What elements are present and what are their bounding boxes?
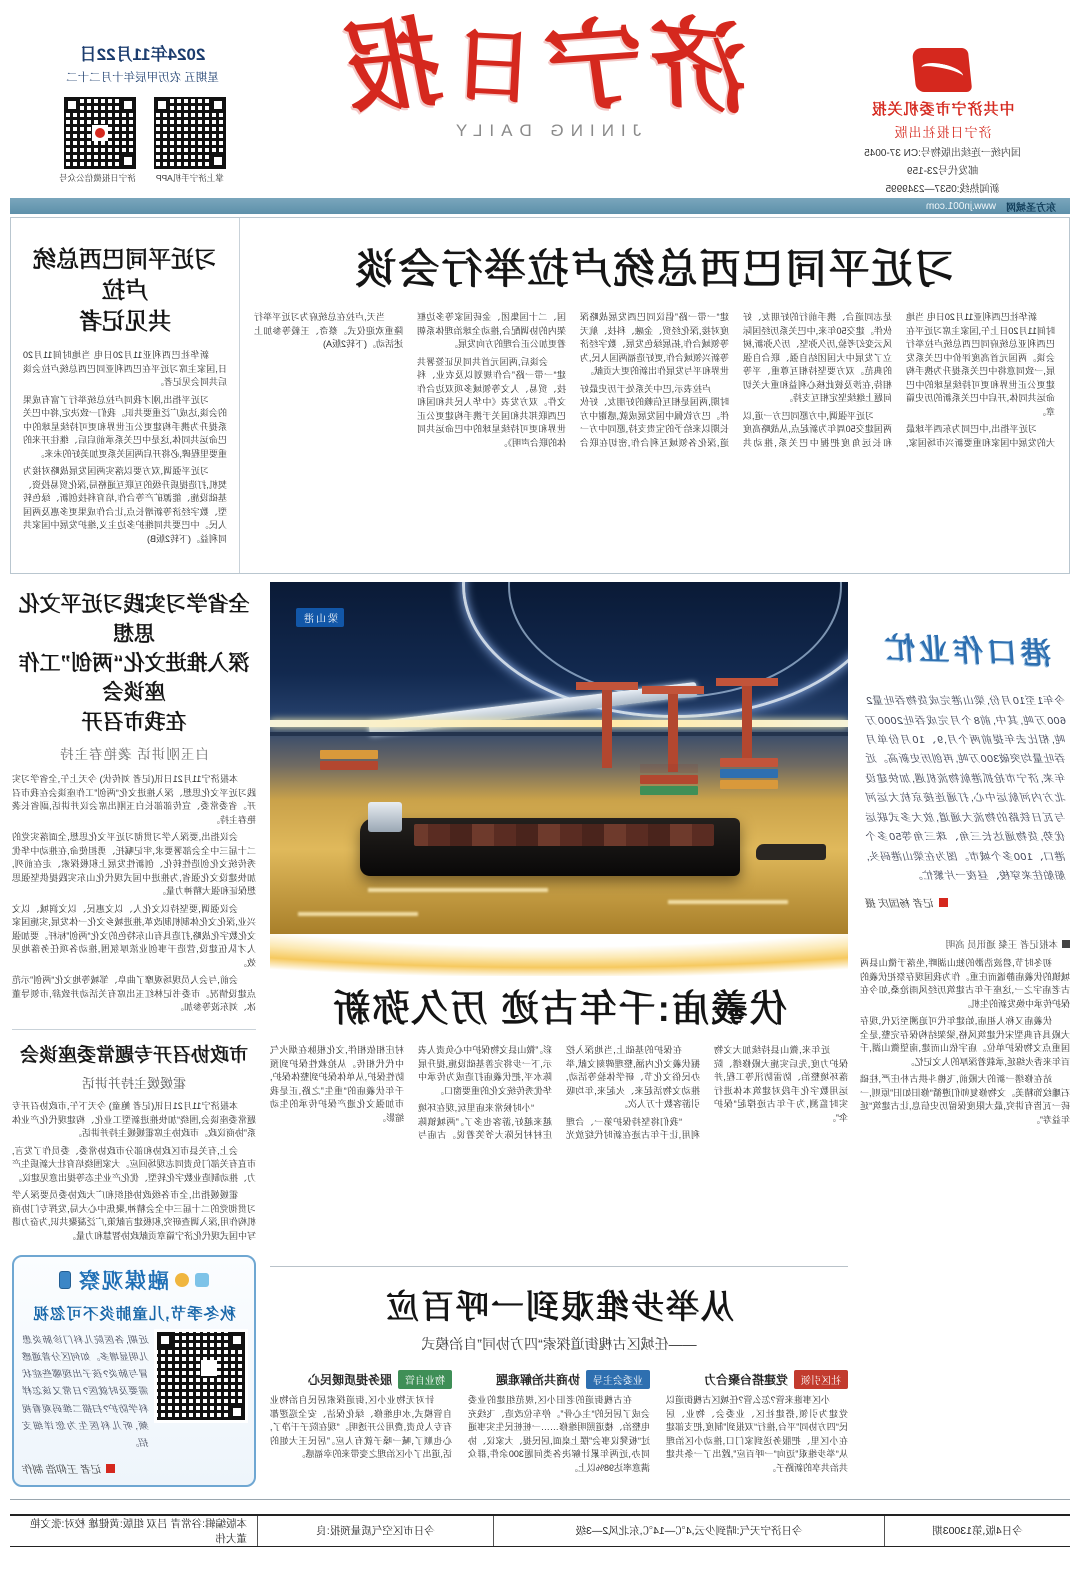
caption-title-calligraphy: 港口作业忙	[880, 631, 1053, 673]
paragraph: 卢拉表示,巴中关系处于历史最好时期,两国是相互信赖的好朋友、好伙伴。巴方钦佩中国发展成就,感谢中方长期以来给予的宝贵支持,愿同中方一道,深化各领域互利合作,密切在联合国、二十国集团、金砖国家等多边框架内的协调配合,推动全球治理体系朝着更加公正合理的方向发展。	[417, 312, 729, 448]
gantry-crane-shape	[668, 686, 678, 772]
paragraph: 霍媛媛指出,全市各级政协组织和广大政协委员要深入学习贯彻党的二十届三中全会精神,聚焦中心大局,发挥专门协商机构作用,深入调查研究,积极建言献策,广泛凝聚共识,为奋力谱写中国式现代化济宁篇章贡献政协智慧和力量。	[11, 1190, 256, 1241]
media-watch-logo	[23, 1265, 245, 1295]
publisher-hotline: 新闻热线:0537—2349995	[885, 184, 1000, 195]
port-night-photo	[270, 582, 848, 934]
water-glint-shape	[298, 912, 418, 916]
media-watch-note: 近期,各医院儿科门诊肺炎患儿明显增多。如何区分普通感冒与肺炎?孩子出现哪些症状需要及时就医?日常又该怎样科学防护?扫描二维码观看视频,听儿科医生为您详细支招。	[23, 1335, 149, 1449]
story-culture-conference	[12, 590, 256, 1014]
red-seal-icon	[939, 898, 948, 907]
footer-editors: 本版编辑:谷常青 吕双 组版:黄健雄 校对:张文艳 董大伟	[10, 1516, 258, 1546]
paragraph: 会前,与会人员现场观摩了曲阜、邹城等地文化“两创”示范点建设情况。市委书记林红玉出席有关活动并致辞,市领导董冰、刘东波等参加。	[12, 975, 256, 1013]
publisher-issn: 国内统一连续出版物号:CN 37-0045	[864, 148, 1021, 159]
paragraph: 习近平强调,双方要以落实两国发展战略对接为契机,打造提质升级的互联互通格局,深化贸易投资、基础设施、能源矿产等合作,培育科技创新、绿色转型、数字经济等新增长点,让合作成果更多惠及两国人民。中巴要共同维护多边主义,维护发展中国家共同利益。(下转2版B)	[23, 466, 227, 544]
photo-caption-box	[860, 582, 1070, 911]
bridge-deck-shape	[270, 732, 848, 736]
site-name: 东方圣城网	[1006, 202, 1056, 214]
ship-bridge-shape	[368, 802, 402, 832]
paragraph: 初冬时节,碧波浩渺的独山湖畔,坐落于微山县两城镇的伏羲庙静谧而庄重。作为我国现存祭祀伏羲的古老庙宇之一,这座千年古建筑历经风雨沧桑,如今在保护传承中焕发新的生机。	[860, 958, 1070, 1009]
press-headline	[23, 244, 227, 337]
media-watch-logo-text: 融媒观察	[77, 1268, 169, 1294]
byline-square-icon	[1062, 940, 1070, 948]
qr-app	[154, 97, 226, 184]
media-watch-credit-text: 记者 王仰浩 制作	[23, 1463, 103, 1476]
culture-headline-line1: 全省学习实践习近平文化思想	[18, 593, 250, 646]
guhuai-section-3	[270, 1366, 452, 1479]
qr-code-app	[154, 97, 226, 169]
gantry-crane-shape	[602, 682, 612, 768]
paragraph: 站在修缮一新的大殿前,飞檐斗拱古朴庄严,柱础石雕纹饰精美。文物修复师们遵循“修旧如旧”原则,一砖一瓦皆有讲究,最大限度保留历史信息,让古建筑“延年益寿”。	[860, 1074, 1070, 1125]
container-stack-shape	[720, 758, 778, 789]
qr-wechat	[59, 97, 136, 184]
chat-bubble-icon	[195, 1273, 209, 1287]
qr-app-caption: 掌上济宁手机APP	[155, 173, 224, 183]
main-headline: 习近平同巴西总统卢拉举行会谈	[353, 246, 956, 292]
publisher-press: 济宁日报社出版	[893, 125, 992, 140]
paragraph: 本报济宁11月21日讯(记者 刘传伏) 今天上午,全省学习实践习近平文化思想、深入推进文化“两创”工作座谈会在我市召开。省委常委、宣传部部长白玉刚出席会议并讲话,副省长袭艳春主持。	[12, 774, 256, 825]
qr-center-logo	[201, 1360, 217, 1376]
story-cppcc-meeting	[12, 1029, 256, 1244]
barge-shape	[756, 844, 826, 860]
footer-issue: 今日4版,第13003期	[932, 1525, 1023, 1538]
footer-weather: 今日济宁天气:晴到少云,4℃—14℃,东北风2—3级	[494, 1516, 885, 1546]
section-head: 服务提质暖民心	[307, 1373, 392, 1388]
fuxi-headline: 伏羲庙:千年古迹 历久弥新	[331, 988, 787, 1030]
weekday-lunar-date: 星期五 农历甲辰年十月二十二	[66, 72, 219, 84]
section-tag: 物业自管	[398, 1370, 452, 1389]
site-url: www.jn001.com	[925, 200, 996, 212]
phone-icon	[59, 1271, 71, 1289]
fuxi-byline	[860, 937, 1070, 951]
paragraph: 近年来,微山县持续加大文物保护力度,先后实施大殿修缮、院落环境整治、防雷防汛等工程,并运用数字化手段对建筑本体进行实时监测,为千年古迹撑起“保护伞”。	[714, 1045, 848, 1123]
paragraph: 当天,卢拉在总统府为习近平举行隆重欢迎仪式。蔡奇、王毅等参加上述活动。(下转2版A)	[254, 312, 403, 349]
guhuai-subtitle: ——任城区古槐街道探索“四方协同”自治模式	[421, 1336, 697, 1353]
flag-swoosh-icon	[921, 60, 965, 84]
container-stack-shape	[320, 750, 378, 770]
red-seal-icon	[106, 1464, 115, 1473]
section-tag: 社区引领	[794, 1370, 848, 1389]
culture-subhead: 白玉刚讲话 袭艳春主持	[59, 747, 209, 763]
story-fuxi-temple	[270, 978, 848, 1256]
paragraph: 小区事谁来管?怎么管?任城区古槐街道以党建为引领,搭建社区、业委会、物业、居民“四方协同”平台,推行“双报到”制度,把支部建在小区里、把服务送到家门口,推动小区治理从“举步维艰”迈向“一呼百应”,蹚出了一条共建共治共享的新路子。	[666, 1395, 848, 1473]
story-xi-lula-press	[11, 218, 239, 573]
fuxi-byline-text: 本报记者 王粲 通讯员 高明	[945, 940, 1058, 952]
title-char: 宁	[539, 6, 654, 128]
water-glint-shape	[368, 888, 548, 892]
cppcc-body	[12, 1100, 256, 1243]
culture-headline-line3: 在我市召开	[81, 710, 187, 734]
section-head: 协商共治解难题	[495, 1373, 580, 1388]
press-headline-line1: 习近平同巴西总统卢拉	[33, 246, 217, 304]
photo-credit-text: 记者 杨国庆 摄	[866, 898, 935, 911]
qr-code-wechat	[64, 97, 136, 169]
paragraph: 会议指出,要深入学习贯彻习近平文化思想,全面落实党的二十届三中全会部署要求,牢记嘱托、勇担使命,在推动中华优秀传统文化创造性转化、创新性发展上积极探索、走在前列,加快建设文化强省,为推进中国式现代化山东实践提供坚强思想保证和强大精神力量。	[12, 832, 256, 897]
camera-icon	[175, 1273, 189, 1287]
port-sign: 梁山港	[296, 608, 344, 627]
newspaper-title	[275, 3, 815, 141]
yellow-ribbon-band	[270, 934, 848, 976]
center-column	[270, 582, 848, 1489]
guhuai-section-1	[666, 1366, 848, 1479]
section-head: 党建搭台聚合力	[703, 1373, 788, 1388]
paragraph: 本报济宁11月21日讯(记者 鲍童) 今天下午,市政协召开专题常委座谈会,围绕“加快推进新型工业化、构建现代化产业体系”协商议政。市政协主席霍媛媛主持并讲话。	[12, 1101, 256, 1139]
guhuai-headline: 从举步维艰到一呼百应	[384, 1288, 734, 1326]
culture-headline-line2: 深入推进文化“两创”工作座谈会	[18, 651, 250, 705]
main-body-columns	[254, 311, 1055, 529]
footer-bar	[10, 1514, 1070, 1547]
press-body	[23, 349, 227, 561]
culture-body	[12, 773, 256, 1015]
paragraph: 习近平指出,刚才我同卢拉总统举行了富有成果的会谈,达成广泛重要共识。我们一致决定,将中巴关系提升为携手构建更公正世界和更可持续星球的中巴命运共同体,这是中巴关系承前启后、继往开来的重要里程碑,必将开启两国关系更加美好的未来。	[23, 394, 227, 459]
lit-bridge-shape	[270, 720, 848, 727]
media-watch-title: 秋冬季节,儿童肺炎不可忽视	[32, 1306, 236, 1324]
site-band	[10, 198, 1070, 214]
publisher-block	[815, 6, 1070, 195]
paragraph: 会上,有关县市区政协和部分市政协常委、委员作了发言,市直有关部门负责同志现场回应。大家围绕培育壮大新质生产力、推动制造业数字化转型、优化产业生态等提出意见建议。	[12, 1145, 256, 1183]
right-rail	[10, 582, 258, 1489]
paragraph: 伏羲庙又称人祖庙,始建年代可追溯至汉代,现存大殿具有典型宋代建筑风格,梁架结构保存完整,是全国重点文物保护单位。庙宇依山而建,南望微山湖,千百年来香火绵延,承载着深厚的人文记忆。	[860, 1016, 1070, 1067]
title-char: 济	[647, 3, 750, 130]
press-headline-line2: 共见记者	[79, 308, 171, 335]
paragraph: 习近平指出,中巴同为东西半球最大的发展中国家和重要新兴市场国家,是志同道合、携手前行的好朋友、好伙伴。建交50年来,中巴关系历经国际风云变幻考验,历久弥坚、历久弥新,树立了发展中大国团结自强、联合自强的典范。双方要坚持相互尊重、平等相待,在涉及彼此核心利益和重大关切问题上继续坚定相互支持。	[742, 312, 1055, 448]
guhuai-section-2	[468, 1366, 650, 1479]
paragraph: 新华社巴西利亚11月20日电 当地时间11月20日,国家主席习近平在巴西利亚同巴西总统卢拉会谈后共同会见记者。	[23, 350, 227, 388]
footer-rule	[10, 1499, 1070, 1500]
media-watch-credit	[23, 1462, 149, 1477]
paragraph: 习近平强调,中方愿同巴方一道,以两国建交50周年为新起点,从战略高度和长远角度把握中巴关系,推动共建“一带一路”倡议同巴西发展战略深度对接,深化经贸、金融、科技、航天等领域合作,拓展绿色发展、数字经济等新兴领域合作,更好造福两国人民,为世界和平与发展作出新的更大贡献。	[579, 312, 892, 448]
ship-containers-shape	[414, 824, 714, 846]
title-char: 日	[451, 17, 537, 116]
newspaper-title-english: JINING DAILY	[448, 120, 642, 140]
culture-headline	[12, 590, 256, 737]
section-tag: 业委会主导	[586, 1370, 650, 1389]
paragraph: 会议强调,要坚持以文化人、以文惠民、以文润城、以文兴业,深化文化体制机制改革,推进城乡文化一体发展,实施国家文化数字化战略,打造具有山东特色的文化“两创”标杆。要加强人才队伍建设,营造干事创业浓厚氛围,推动各项任务落地见效。	[12, 903, 256, 968]
qr-center-logo	[92, 125, 108, 141]
gantry-crane-shape	[742, 678, 752, 764]
media-watch-box	[12, 1255, 256, 1487]
fuxi-left-column	[860, 957, 1070, 1127]
container-stack-shape	[640, 764, 698, 795]
paragraph: 新华社巴西利亚11月20日电 当地时间11月20日上午,国家主席习近平在巴西利亚总统府同巴西总统卢拉举行会谈。两国元首高度评价中巴关系发展,一致同意将中巴关系提升为携手构建更公正世界和更可持续星球的中巴命运共同体,开启中巴关系新的历史篇章。	[906, 312, 1055, 417]
paragraph: 会谈后,两国元首共同见证签署共建“一带一路”合作规划以及农业、科技、贸易、人文等领域多项双边合作文件。双方发表《中华人民共和国和巴西联邦共和国关于携手构建更公正世界和更可持续星球的中巴命运共同体的联合声明》。	[417, 356, 566, 448]
cppcc-headline: 市政协召开专题常委座谈会	[20, 1044, 249, 1066]
caption-handwritten-text: 今年1至10月份,梁山港完成货物吞吐量2600万吨,其中,前8个月完成吞吐2000万吨,相比去年提前两个月,9、10月份单月吞吐量均突破300万吨,再创历史新高。近年来,济宁市抢抓港航物流机遇,加快建设北方内河航运中心,打通连接京杭大运河与瓦日铁路的物流大通道,放大多式联运优势,货物通达长三角、珠三角等50多个港口、100多个城市。图为在梁山港码头,船舶往来穿梭、昼夜一片繁忙。	[866, 695, 1066, 882]
media-watch-qr-code	[157, 1332, 245, 1420]
footer-air-quality: 今日市区空气质量预报:良	[258, 1516, 494, 1546]
publication-date: 2024年11月22日	[79, 45, 206, 64]
top-stories-box	[10, 217, 1070, 574]
photo-credit	[866, 896, 1066, 911]
publisher-org: 中共济宁市委机关报	[870, 101, 1015, 118]
paragraph: 针对无物业小区,街道探索居民自治物业自管模式,水电维修、绿化保洁、安全巡逻都有专人负责,费用公开透明。“现在院子干净了,心也顺了,喊一嗓子就有人应。”居民王大姐的话,道出了小区治理之变带来的幸福感。	[270, 1395, 452, 1460]
paragraph: “我们将坚持保护第一、合理利用,让千年古迹在新时代绽放光彩。”微山县文物保护中心负责人表示,下一步将完善基础设施,提升展陈水平,把伏羲庙打造成为传承中华优秀传统文化的重要窗口。	[418, 1045, 700, 1141]
paragraph: 在古槐街道的老旧小区,规范组建的业委会成了居民的“主心骨”。停车位改造、飞线充电整治、楼道照明维修……一桩桩民生实事通过“板凳议事会”摆上桌面,居民提、大家议、协同办,近两年累计解决各类问题300余件,群众满意率达98%以上。	[468, 1395, 650, 1473]
publisher-post-code: 邮发代号23-159	[906, 166, 979, 177]
party-flag-icon	[912, 48, 973, 92]
story-xi-lula-talks	[239, 218, 1069, 573]
fuxi-body-columns	[270, 1044, 848, 1256]
water-glint-shape	[668, 900, 788, 904]
title-char: 报	[331, 5, 451, 128]
date-block	[10, 6, 275, 184]
paragraph: “小时候常来庙里玩,现在环境越来越好,游客也多了。”两城镇陈庄村村民陈大爷笑着说。古庙与村庄相依相伴,文化根脉在烟火气中代代相传。从抢救性保护到预防性保护,从单体保护到整体保护,千年伏羲庙的“重生”之路,正是我市加强文化遗产保护传承的生动缩影。	[270, 1045, 552, 1141]
story-guhuai-governance	[270, 1266, 848, 1479]
cppcc-subhead: 霍媛媛主持并讲话	[82, 1076, 187, 1092]
masthead	[10, 3, 1070, 198]
qr-wechat-caption: 济宁日报微信公众号	[59, 173, 136, 183]
paragraph: 在保护的基础上,当地深入挖掘伏羲文化内涵,整理碑刻文献,举办民俗文化节、研学体验等活动,推动文物活起来、火起来,年均吸引游客数十万人次。	[566, 1045, 700, 1110]
left-rail	[860, 582, 1070, 1489]
cargo-ship-shape	[360, 818, 740, 876]
